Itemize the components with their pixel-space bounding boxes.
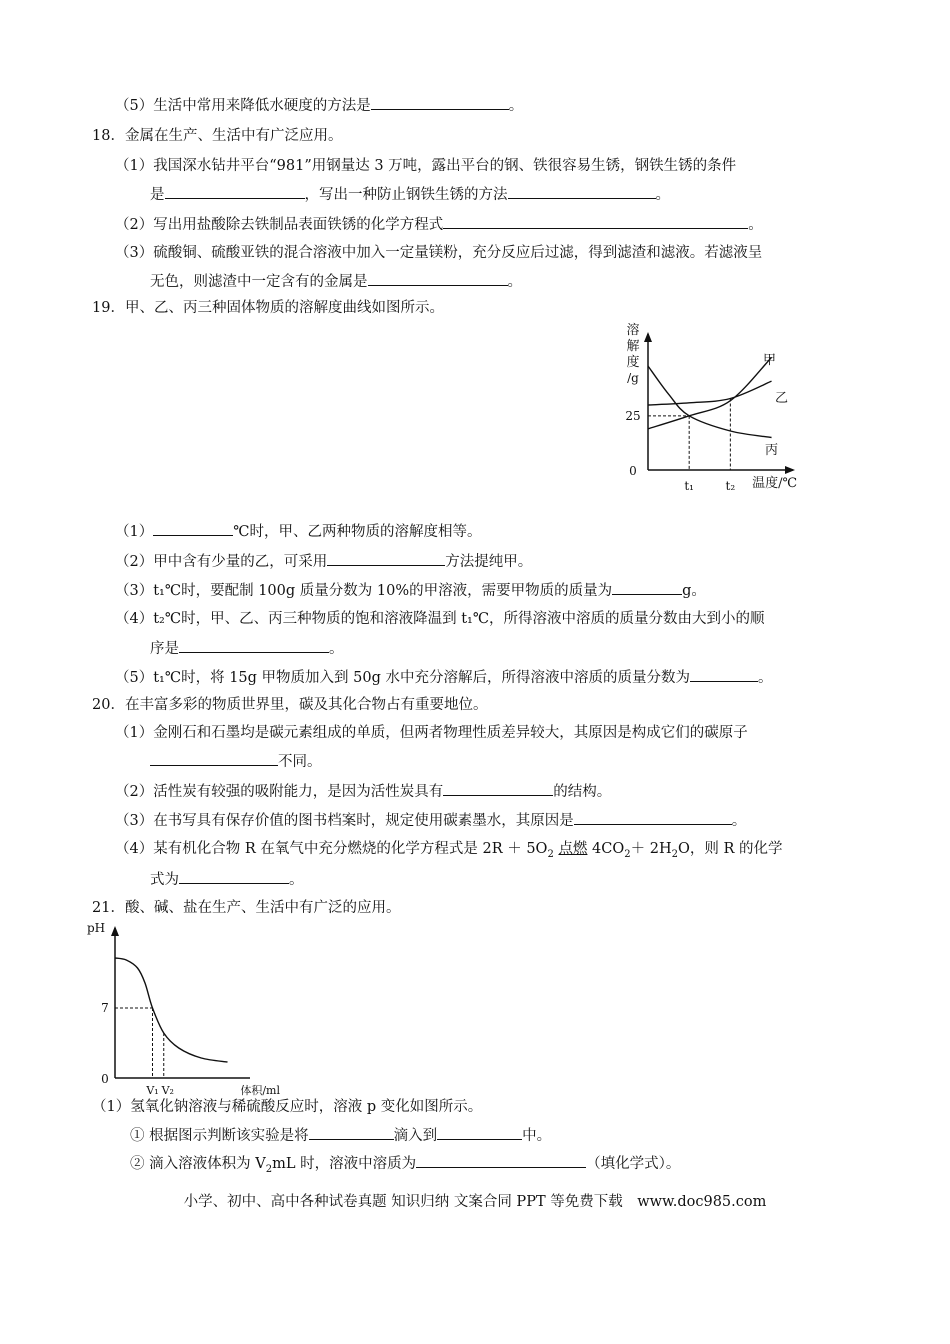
ph-curve: [115, 958, 228, 1062]
series-line: [648, 357, 772, 429]
text: 不同。: [278, 754, 322, 770]
punct: 。: [507, 274, 522, 290]
solubility-chart: [615, 312, 825, 497]
text: ，写出一种防止钢铁生锈的方法: [304, 187, 508, 203]
q20-p1-line2: [150, 751, 322, 772]
q18-p3-line1: （3）硫酸铜、硫酸亚铁的混合溶液中加入一定量镁粉，充分反应后过滤，得到滤渣和滤液。若滤液呈: [115, 245, 763, 261]
text: 4CO: [587, 841, 625, 857]
answer-blank[interactable]: [165, 184, 305, 199]
subscript: 2: [624, 848, 631, 860]
punct: 。: [731, 813, 747, 829]
q18-title: 18．金属在生产、生活中有广泛应用。: [92, 128, 343, 144]
y-axis-arrow: [644, 332, 652, 342]
answer-blank[interactable]: [574, 810, 732, 825]
text: 序是: [150, 641, 179, 657]
text: （2）活性炭有较强的吸附能力，是因为活性炭具有: [115, 784, 444, 800]
y-axis-arrow: [111, 926, 119, 936]
q20-title: 20．在丰富多彩的物质世界里，碳及其化合物占有重要地位。: [92, 697, 488, 713]
y-tick-label: 25: [625, 408, 641, 423]
q21-p1: （1）氢氧化钠溶液与稀硫酸反应时，溶液 p 变化如图所示。: [92, 1099, 483, 1115]
q19-p4-line1: （4）t₂℃时，甲、乙、丙三种物质的饱和溶液降温到 t₁℃，所得溶液中溶质的质量分数由大到小的顺: [115, 611, 765, 627]
punct: 。: [757, 670, 773, 686]
answer-blank[interactable]: [612, 580, 682, 595]
page-footer: 小学、初中、高中各种试卷真题 知识归纳 文案合同 PPT 等免费下载 www.doc985.com: [183, 1194, 767, 1210]
q18-p1-line1: （1）我国深水钻井平台“981”用钢量达 3 万吨，露出平台的钢、铁很容易生锈，钢铁生锈的条件: [115, 158, 737, 174]
subscript: 2: [671, 848, 678, 860]
answer-blank[interactable]: [309, 1125, 394, 1140]
y-tick-label: 0: [629, 464, 637, 478]
punct: 。: [748, 217, 763, 233]
text: 式为: [150, 872, 179, 888]
text: 是: [150, 187, 165, 203]
q19-p5: [115, 667, 772, 688]
series-label: 乙: [775, 391, 789, 406]
series-line: [648, 381, 772, 405]
y-tick-label: 7: [101, 1001, 109, 1015]
text: 的结构。: [553, 784, 612, 800]
q19-p3: [115, 580, 706, 601]
text: （2）甲中含有少量的乙，可采用: [115, 554, 328, 570]
q18-p3-line2: [150, 271, 522, 292]
q20-p4-line2: [150, 869, 304, 890]
text: 方法提纯甲。: [445, 554, 533, 570]
text: （填化学式）。: [586, 1156, 681, 1172]
q21-p1b: [130, 1153, 680, 1180]
text: mL 时，溶液中溶质为: [272, 1156, 417, 1172]
text: （4）某有机化合物 R 在氧气中充分燃烧的化学方程式是 2R ＋ 5O: [115, 841, 548, 857]
text: （2）写出用盐酸除去铁制品表面铁锈的化学方程式: [115, 217, 444, 233]
answer-blank[interactable]: [368, 271, 508, 286]
q17-part5: [115, 95, 523, 116]
answer-blank[interactable]: [443, 214, 748, 229]
q19-title: 19．甲、乙、丙三种固体物质的溶解度曲线如图所示。: [92, 300, 444, 316]
q21-p1a: [130, 1125, 551, 1146]
x-axis-arrow: [785, 466, 795, 474]
text: ＋ 2H: [630, 841, 672, 857]
text: ② 滴入溶液体积为 V: [130, 1156, 266, 1172]
y-axis-label: 溶: [626, 323, 640, 338]
q20-p2: [115, 781, 611, 802]
text: （5）t₁℃时，将 15g 甲物质加入到 50g 水中充分溶解后，所得溶液中溶质的质量分数为: [115, 670, 690, 686]
x-tick-label: V₁: [146, 1084, 159, 1096]
answer-blank[interactable]: [443, 781, 553, 796]
answer-blank[interactable]: [416, 1153, 586, 1168]
series-label: 甲: [763, 353, 777, 368]
y-axis-label: /g: [627, 371, 639, 385]
q19-p2: [115, 551, 532, 572]
x-tick-label: t₂: [725, 479, 736, 493]
y-axis-label: 度: [626, 355, 640, 370]
q20-p4-line1: [115, 839, 783, 865]
series-label: 丙: [765, 443, 779, 458]
text: ℃时，甲、乙两种物质的溶解度相等。: [233, 524, 482, 540]
text: （3）在书写具有保存价值的图书档案时，规定使用碳素墨水，其原因是: [115, 813, 574, 829]
q19-p4-line2: [150, 638, 344, 659]
text: 滴入到: [393, 1128, 438, 1144]
subscript: 2: [265, 1163, 273, 1175]
x-tick-label: V₂: [161, 1084, 174, 1096]
text: （3）t₁℃时，要配制 100g 质量分数为 10%的甲溶液，需要甲物质的质量为: [115, 583, 613, 599]
y-axis-label: 解: [626, 339, 640, 354]
subscript: 2: [547, 848, 554, 860]
text: O，则 R 的化学: [678, 841, 783, 857]
answer-blank[interactable]: [150, 751, 278, 766]
text: g。: [682, 583, 706, 599]
x-axis-label: 温度/℃: [752, 476, 797, 491]
q17-p5-text: （5）生活中常用来降低水硬度的方法是: [115, 98, 371, 114]
punct: 。: [329, 641, 344, 657]
answer-blank[interactable]: [690, 667, 758, 682]
ph-chart: [85, 918, 285, 1096]
q18-p2: [115, 214, 763, 235]
punct: 。: [655, 187, 670, 203]
text: （1）: [115, 524, 154, 540]
punct: 。: [289, 872, 304, 888]
answer-blank[interactable]: [508, 184, 656, 199]
q20-p3: [115, 810, 746, 831]
answer-blank[interactable]: [179, 869, 289, 884]
text: ① 根据图示判断该实验是将: [130, 1128, 309, 1144]
reaction-condition: 点燃: [558, 841, 588, 857]
q19-p1: [115, 521, 481, 542]
answer-blank[interactable]: [371, 95, 509, 110]
q18-p1-line2: [150, 184, 670, 205]
q21-title: 21．酸、碱、盐在生产、生活中有广泛的应用。: [92, 900, 401, 916]
answer-blank[interactable]: [327, 551, 445, 566]
answer-blank[interactable]: [437, 1125, 522, 1140]
text: 中。: [522, 1128, 552, 1144]
answer-blank[interactable]: [179, 638, 329, 653]
answer-blank[interactable]: [153, 521, 233, 536]
y-tick-label: 0: [101, 1072, 109, 1086]
punct: 。: [508, 98, 524, 114]
y-axis-label: pH: [87, 921, 106, 935]
x-axis-label: 体积/ml: [240, 1084, 280, 1096]
x-tick-label: t₁: [684, 479, 694, 493]
text: 无色，则滤渣中一定含有的金属是: [150, 274, 368, 290]
q20-p1-line1: （1）金刚石和石墨均是碳元素组成的单质，但两者物理性质差异较大，其原因是构成它们的碳原子: [115, 725, 748, 741]
